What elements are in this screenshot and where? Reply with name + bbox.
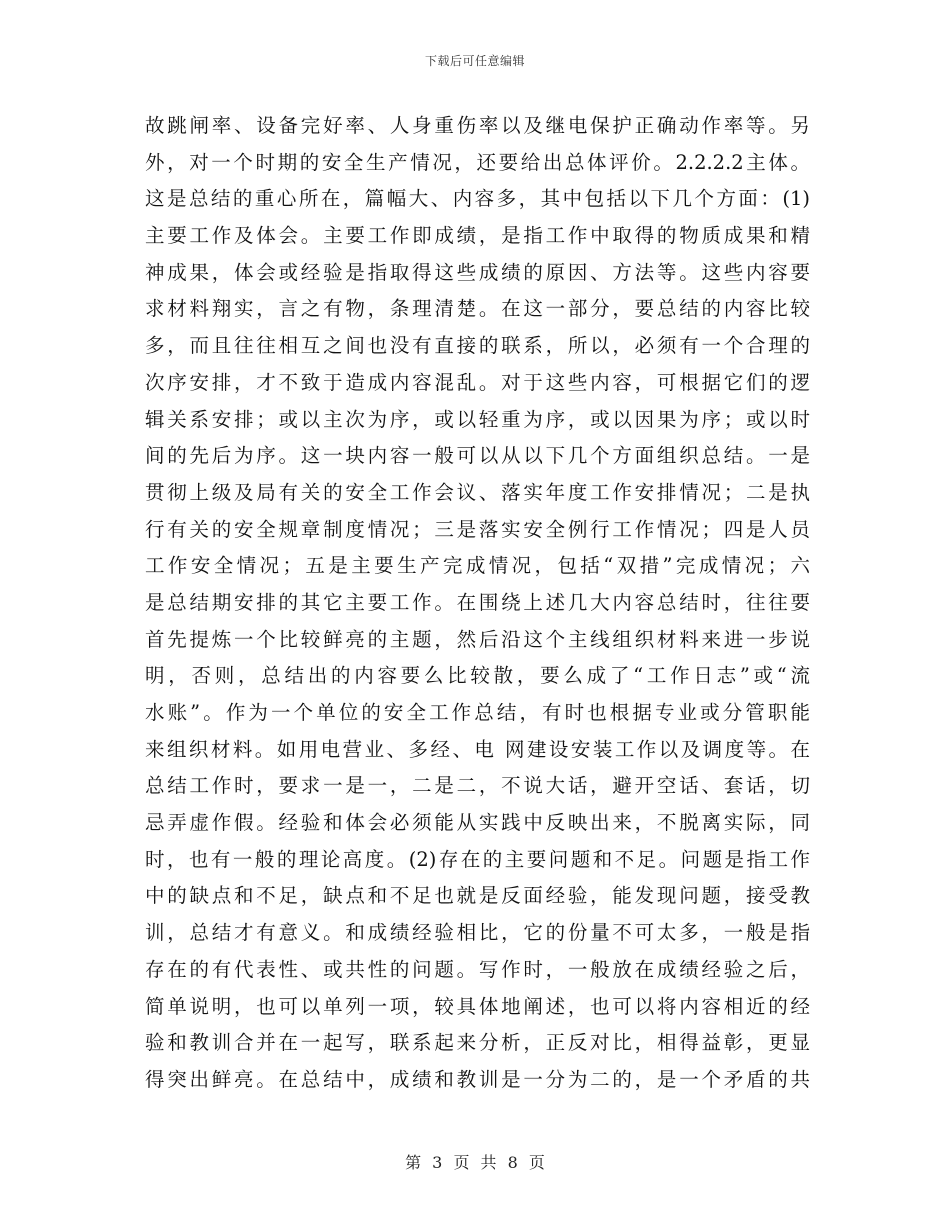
page-number: 第 3 页 共 8 页 [405, 1153, 545, 1172]
text-line: 辑关系安排；或以主次为序，或以轻重为序，或以因果为序；或以时 [145, 407, 810, 431]
text-line: 间的先后为序。这一块内容一般可以从以下几个方面组织总结。一是 [145, 444, 810, 468]
text-line: 中的缺点和不足，缺点和不足也就是反面经验，能发现问题，接受教 [145, 884, 810, 908]
page-header: 下载后可任意编辑 [424, 54, 525, 68]
text-line: 存在的有代表性、或共性的问题。写作时，一般放在成绩经验之后， [145, 957, 810, 981]
text-line: 工作安全情况；五是主要生产完成情况，包括“双措”完成情况；六 [145, 554, 810, 578]
text-line: 明，否则，总结出的内容要么比较散，要么成了“工作日志”或“流 [145, 664, 810, 688]
text-line: 来组织材料。如用电营业、多经、电 网建设安装工作以及调度等。在 [145, 737, 810, 761]
text-line: 是总结期安排的其它主要工作。在围绕上述几大内容总结时，往往要 [145, 590, 810, 614]
text-line: 忌弄虚作假。经验和体会必须能从实践中反映出来，不脱离实际，同 [145, 811, 810, 835]
text-line: 时，也有一般的理论高度。(2)存在的主要问题和不足。问题是指工作 [145, 847, 810, 871]
body-text [145, 108, 810, 1099]
text-line: 行有关的安全规章制度情况；三是落实安全例行工作情况；四是人员 [145, 517, 810, 541]
text-line: 得突出鲜亮。在总结中，成绩和教训是一分为二的，是一个矛盾的共 [145, 1067, 810, 1091]
text-line: 首先提炼一个比较鲜亮的主题，然后沿这个主线组织材料来进一步说 [145, 627, 810, 651]
text-line: 故跳闸率、设备完好率、人身重伤率以及继电保护正确动作率等。另 [145, 114, 810, 137]
text-line: 主要工作及体会。主要工作即成绩，是指工作中取得的物质成果和精 [145, 224, 810, 248]
text-line: 外，对一个时期的安全生产情况，还要给出总体评价。2.2.2.2主体。 [145, 150, 810, 174]
text-line: 水账”。作为一个单位的安全工作总结，有时也根据专业或分管职能 [145, 701, 810, 724]
text-line: 求材料翔实，言之有物，条理清楚。在这一部分，要总结的内容比较 [145, 297, 810, 321]
text-line: 总结工作时，要求一是一，二是二，不说大话，避开空话、套话，切 [145, 774, 810, 798]
text-line: 贯彻上级及局有关的安全工作会议、落实年度工作安排情况；二是执 [145, 480, 810, 504]
text-line: 次序安排，才不致于造成内容混乱。对于这些内容，可根据它们的逻 [145, 370, 810, 394]
text-line: 这是总结的重心所在，篇幅大、内容多，其中包括以下几个方面：(1) [145, 187, 810, 211]
text-line: 训，总结才有意义。和成绩经验相比，它的份量不可太多，一般是指 [145, 921, 810, 945]
text-line: 神成果，体会或经验是指取得这些成绩的原因、方法等。这些内容要 [145, 260, 810, 284]
text-line: 验和教训合并在一起写，联系起来分析，正反对比，相得益彰，更显 [145, 1031, 810, 1055]
text-line: 多，而且往往相互之间也没有直接的联系，所以，必须有一个合理的 [145, 334, 810, 358]
text-line: 简单说明，也可以单列一项，较具体地阐述，也可以将内容相近的经 [145, 994, 810, 1018]
